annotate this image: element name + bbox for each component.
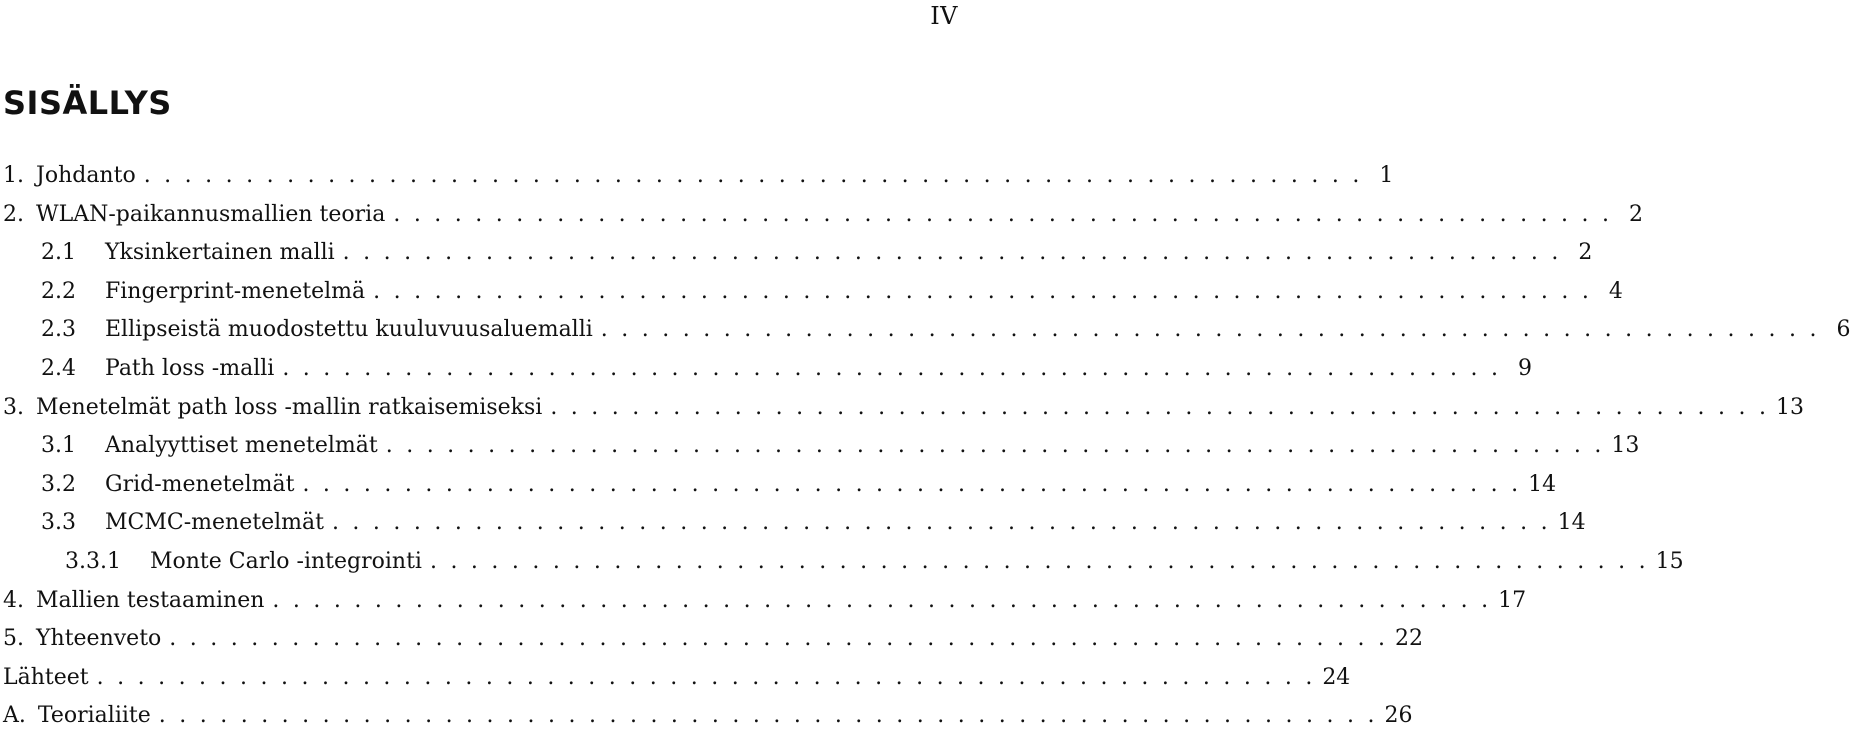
toc-entry-number: 2.	[3, 201, 24, 227]
toc-entry-number: 3.1	[41, 433, 76, 459]
toc-entry-title: Mallien testaaminen	[36, 587, 265, 613]
toc-entry-page-number: 2	[1578, 240, 1593, 266]
toc-dot-leader	[159, 697, 1375, 736]
toc-dot-leader	[282, 350, 1498, 389]
toc-entry-page-number: 4	[1608, 278, 1623, 304]
page-number: IV	[930, 2, 958, 30]
toc-entry[interactable]	[3, 157, 1394, 196]
toc-entry-number: 2.4	[41, 355, 76, 381]
toc-entry-page-number: 22	[1394, 626, 1423, 652]
toc-entry[interactable]	[3, 582, 1527, 621]
toc-entry[interactable]	[3, 196, 1644, 235]
toc-dot-leader	[272, 582, 1488, 621]
toc-entry-page-number: 9	[1518, 355, 1532, 381]
toc-entry-number: 3.	[3, 394, 24, 420]
toc-entry-page-number: 14	[1557, 510, 1586, 536]
toc-entry[interactable]	[3, 234, 1593, 273]
toc-entry-page-number: 24	[1322, 664, 1351, 690]
toc-entry-page-number: 15	[1655, 548, 1684, 574]
toc-entry-page-number: 17	[1498, 587, 1527, 613]
toc-dot-leader	[550, 389, 1766, 428]
toc-dot-leader	[97, 659, 1313, 698]
page-title: SISÄLLYS	[3, 84, 172, 122]
toc-dot-leader	[393, 196, 1609, 235]
toc-entry[interactable]	[3, 543, 1684, 582]
toc-dot-leader	[343, 234, 1559, 273]
toc-entry-title: Grid-menetelmät	[105, 471, 295, 497]
toc-entry-page-number: 13	[1776, 394, 1804, 420]
toc-dot-leader	[302, 466, 1518, 505]
toc-entry-number: 2.1	[41, 240, 76, 266]
toc-dot-leader	[386, 427, 1602, 466]
toc-dot-leader	[601, 311, 1817, 350]
toc-entry-title: Lähteet	[3, 664, 89, 690]
toc-entry[interactable]	[3, 273, 1623, 312]
toc-entry-page-number: 2	[1629, 201, 1644, 227]
toc-dot-leader	[332, 504, 1548, 543]
toc-entry-page-number: 1	[1379, 163, 1394, 188]
toc-entry-title: Path loss -malli	[105, 355, 275, 381]
toc-entry-number: A.	[3, 703, 26, 729]
toc-dot-leader	[373, 273, 1589, 312]
toc-entry-page-number: 13	[1611, 433, 1640, 459]
toc-entry-number: 3.3	[41, 510, 76, 536]
toc-entry-page-number: 6	[1836, 317, 1850, 343]
toc-entry[interactable]	[3, 466, 1557, 505]
toc-entry-number: 5.	[3, 626, 24, 652]
toc-entry[interactable]	[3, 311, 1850, 350]
toc-entry-number: 2.2	[41, 278, 76, 304]
toc-dot-leader	[144, 157, 1360, 196]
toc-entry-number: 2.3	[41, 317, 76, 343]
toc-entry-number: 3.3.1	[65, 548, 121, 574]
toc-entry-title: Johdanto	[36, 163, 136, 188]
toc-entry[interactable]	[3, 504, 1586, 543]
toc-entry[interactable]	[3, 350, 1532, 389]
toc-dot-leader	[430, 543, 1646, 582]
table-of-contents	[3, 157, 1850, 736]
toc-entry-title: Fingerprint-menetelmä	[105, 278, 366, 304]
toc-entry-title: MCMC-menetelmät	[105, 510, 324, 536]
toc-entry-number: 1.	[3, 163, 24, 188]
toc-entry[interactable]	[3, 659, 1351, 698]
toc-entry[interactable]	[3, 427, 1640, 466]
toc-entry-number: 3.2	[41, 471, 76, 497]
toc-entry-title: Teorialiite	[37, 703, 151, 729]
toc-dot-leader	[169, 620, 1385, 659]
toc-entry-title: Menetelmät path loss -mallin ratkaisemiseksi	[36, 394, 543, 420]
toc-entry-title: Analyyttiset menetelmät	[105, 433, 378, 459]
toc-entry-title: Ellipseistä muodostettu kuuluvuusaluemalli	[105, 317, 593, 343]
toc-entry[interactable]	[3, 620, 1423, 659]
toc-entry[interactable]	[3, 697, 1413, 736]
toc-entry-title: Monte Carlo -integrointi	[149, 548, 422, 574]
toc-entry-title: Yksinkertainen malli	[105, 240, 335, 266]
toc-entry-title: WLAN-paikannusmallien teoria	[36, 201, 386, 227]
toc-entry-page-number: 14	[1528, 471, 1557, 497]
toc-entry[interactable]	[3, 389, 1804, 428]
toc-entry-number: 4.	[3, 587, 24, 613]
toc-entry-title: Yhteenveto	[36, 626, 162, 652]
toc-entry-page-number: 26	[1384, 703, 1413, 729]
